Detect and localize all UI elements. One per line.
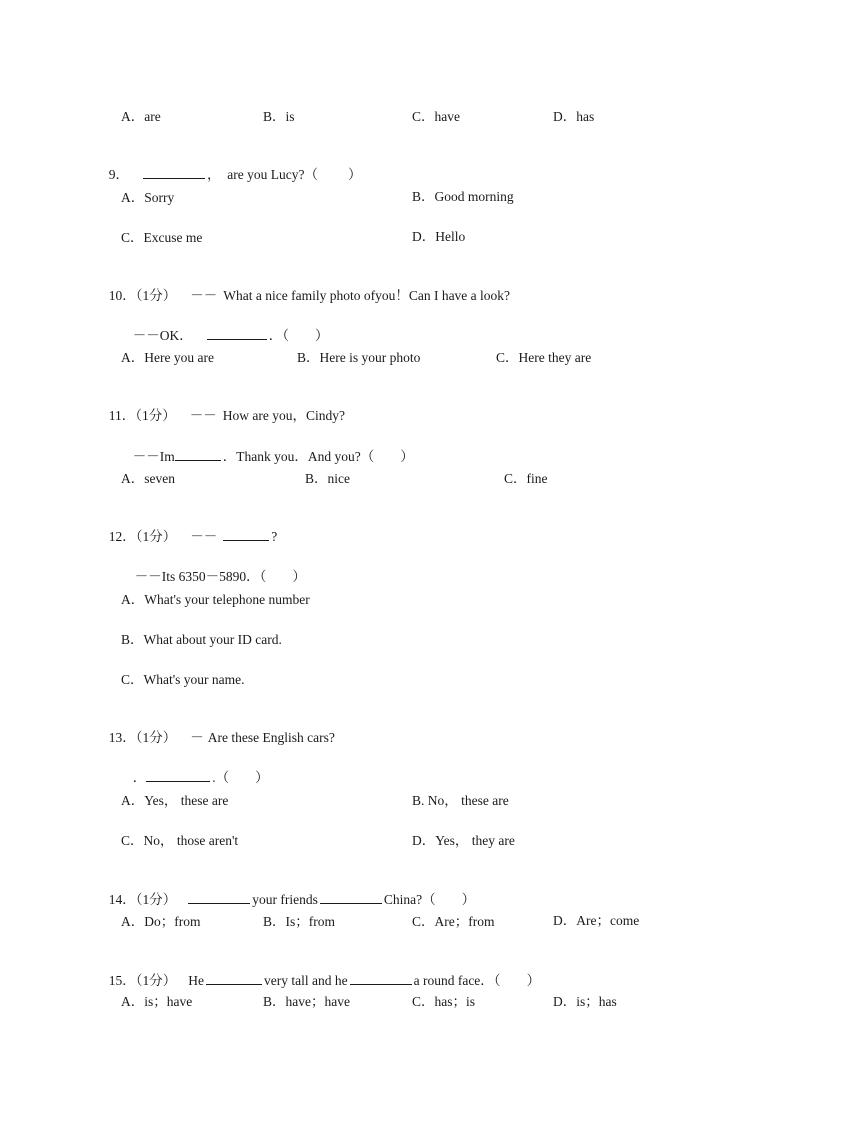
q15-close-paren: ）	[526, 973, 541, 988]
q8-option-d[interactable]: D．has	[553, 109, 595, 124]
q10-line2-start: －－OK．	[132, 328, 193, 343]
q13-option-a[interactable]: A．Yes， these are	[121, 793, 229, 808]
q12-option-b[interactable]: B．What about your ID card.	[121, 632, 282, 647]
q13-text: Are these English cars?	[207, 730, 335, 745]
q11-option-b[interactable]: B．nice	[305, 471, 350, 486]
q14-text-mid: your friends	[252, 892, 318, 907]
q13-stem	[102, 711, 335, 747]
q9-close-paren: ）	[347, 167, 362, 182]
q12-option-a[interactable]: A．What's your telephone number	[121, 592, 310, 607]
q11-option-a[interactable]: A．seven	[121, 471, 175, 486]
q15-option-c[interactable]: C．has；is	[412, 994, 476, 1009]
q13-answer-line	[126, 750, 269, 787]
q14-option-a[interactable]: A．Do；from	[121, 914, 201, 929]
q10-text: What a nice family photo ofyou！Can I have a look?	[223, 288, 511, 303]
q11-line2-end: ．Thank you．And you?（	[222, 449, 375, 464]
q11-dash: －－	[189, 408, 217, 423]
q8-option-c[interactable]: C．have	[412, 109, 460, 124]
q11-text: How are you，Cindy?	[222, 408, 345, 423]
q13-option-b[interactable]: B. No， these are	[412, 793, 509, 808]
q9-option-b[interactable]: B．Good morning	[412, 189, 514, 204]
q10-answer-line	[126, 308, 329, 345]
q15-text-end: a round face．（	[413, 973, 501, 988]
q11-option-c[interactable]: C．fine	[504, 471, 548, 486]
q12-number: 12．（1分）	[108, 529, 177, 544]
q11-blank[interactable]	[175, 447, 221, 461]
q10-dash: －－	[190, 288, 218, 303]
q15-blank-2[interactable]	[350, 971, 412, 985]
q12-close-paren: ）	[292, 569, 306, 584]
q12-stem	[102, 509, 277, 546]
q10-number: 10．（1分）	[108, 288, 177, 303]
q15-number: 15．（1分）	[108, 973, 177, 988]
q13-option-c[interactable]: C．No， those aren't	[121, 833, 239, 848]
q9-option-d[interactable]: D．Hello	[412, 229, 466, 244]
q15-option-a[interactable]: A．is；have	[121, 994, 193, 1009]
q14-option-d[interactable]: D．Are；come	[553, 913, 640, 928]
q13-dash: －	[190, 730, 204, 745]
q15-stem	[102, 953, 540, 990]
q12-question-mark: ?	[271, 529, 278, 544]
q15-blank-1[interactable]	[206, 971, 262, 985]
q14-option-c[interactable]: C．Are；from	[412, 914, 495, 929]
q15-option-b[interactable]: B．have；have	[263, 994, 350, 1009]
q9-blank[interactable]	[143, 165, 205, 179]
q13-close-paren: ）	[255, 770, 269, 785]
q13-blank[interactable]	[146, 768, 210, 782]
q9-option-a[interactable]: A．Sorry	[121, 190, 175, 205]
q13-line2-end: .（	[212, 770, 230, 785]
q12-dash: －－	[190, 529, 218, 544]
q12-blank[interactable]	[223, 527, 269, 541]
q14-blank-1[interactable]	[188, 890, 250, 904]
q10-line2-end: ．（	[268, 328, 289, 343]
q12-line2: －－Its 6350－5890．（	[134, 569, 267, 584]
q15-text-mid: very tall and he	[264, 973, 348, 988]
q13-option-d[interactable]: D．Yes， they are	[412, 833, 515, 848]
q11-answer-line	[126, 429, 414, 466]
q15-option-d[interactable]: D．is；has	[553, 994, 617, 1009]
q11-number: 11．（1分）	[108, 408, 176, 423]
q14-option-b[interactable]: B．Is；from	[263, 914, 335, 929]
q10-option-b[interactable]: B．Here is your photo	[297, 350, 421, 365]
q13-number: 13．（1分）	[108, 730, 177, 745]
q12-option-c[interactable]: C．What's your name.	[121, 672, 245, 687]
q13-line2-start: ．	[132, 770, 147, 785]
q10-option-a[interactable]: A．Here you are	[121, 350, 214, 365]
q10-close-paren: ）	[315, 328, 329, 343]
q9-stem	[102, 147, 361, 184]
q14-blank-2[interactable]	[320, 890, 382, 904]
q14-number: 14．（1分）	[108, 892, 177, 907]
q15-he: He	[188, 973, 204, 988]
q8-option-a[interactable]: A．are	[121, 109, 161, 124]
q11-line2-start: －－Im	[132, 449, 175, 464]
q11-close-paren: ）	[400, 449, 414, 464]
q10-blank[interactable]	[207, 326, 267, 340]
q14-text-end: China?（	[383, 892, 436, 907]
q10-stem	[102, 269, 510, 305]
q11-stem	[102, 389, 345, 425]
q14-close-paren: ）	[461, 892, 476, 907]
q10-option-c[interactable]: C．Here they are	[496, 350, 592, 365]
q9-text: ， are you Lucy?（	[207, 167, 318, 182]
q9-option-c[interactable]: C．Excuse me	[121, 230, 203, 245]
q12-answer-line	[128, 550, 306, 586]
q9-number: 9．	[108, 167, 129, 182]
q8-option-b[interactable]: B．is	[263, 109, 295, 124]
q14-stem	[102, 872, 475, 909]
